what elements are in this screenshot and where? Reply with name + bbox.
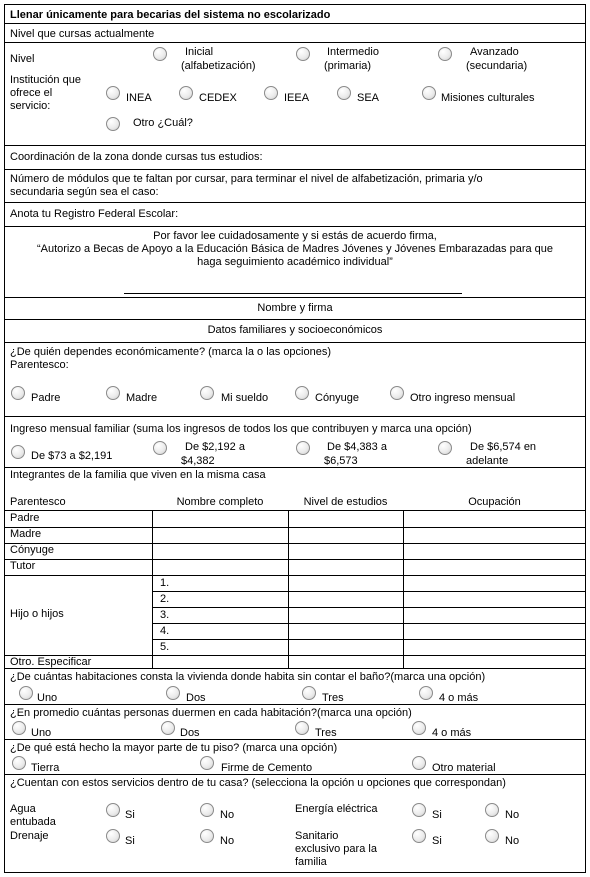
table-row: Padre xyxy=(10,512,40,524)
option-label: De $4,383 a xyxy=(327,441,387,453)
option-label: No xyxy=(505,835,520,847)
service-label: Energía eléctrica xyxy=(295,803,378,815)
rule xyxy=(4,510,586,511)
radio-drainage-yes[interactable] xyxy=(106,829,120,843)
dependency-question: ¿De quién dependes económicamente? (marca la o las opciones) xyxy=(10,346,332,358)
service-label: exclusivo para la xyxy=(295,843,377,855)
institution-label: servicio: xyxy=(10,100,51,112)
rule xyxy=(4,297,586,298)
radio-level-initial[interactable] xyxy=(153,47,167,61)
service-label: Drenaje xyxy=(10,830,49,842)
table-column-rule xyxy=(288,510,289,668)
option-label: De $6,574 en xyxy=(470,441,537,453)
option-label: Padre xyxy=(31,392,61,404)
column-header: Parentesco xyxy=(10,496,66,508)
modules-field-line2: secundaria según sea el caso: xyxy=(10,186,159,198)
radio-water-yes[interactable] xyxy=(106,803,120,817)
rule xyxy=(4,527,586,528)
option-label: Inicial xyxy=(185,46,214,58)
table-column-rule xyxy=(403,510,404,668)
radio-misiones[interactable] xyxy=(422,86,436,100)
table-column-rule xyxy=(152,510,153,668)
radio-rooms-3[interactable] xyxy=(302,686,316,700)
option-label: Mi sueldo xyxy=(221,392,269,404)
option-label: Avanzado xyxy=(470,46,519,58)
option-label: (alfabetización) xyxy=(181,60,256,72)
rule xyxy=(4,739,586,740)
table-row: Madre xyxy=(10,528,42,540)
signature-label: Nombre y firma xyxy=(257,302,333,314)
radio-dep-madre[interactable] xyxy=(106,386,120,400)
option-label: Madre xyxy=(126,392,158,404)
option-label: No xyxy=(220,809,235,821)
table-row: Cónyuge xyxy=(10,544,55,556)
children-label: Hijo o hijos xyxy=(10,608,64,620)
radio-income-4[interactable] xyxy=(438,441,452,455)
option-label: $6,573 xyxy=(324,455,358,467)
option-label: Misiones culturales xyxy=(441,92,535,104)
radio-sanitary-no[interactable] xyxy=(485,829,499,843)
radio-level-intermediate[interactable] xyxy=(296,47,310,61)
rule xyxy=(4,169,586,170)
child-row: 2. xyxy=(160,593,170,605)
radio-floor-otro[interactable] xyxy=(412,756,426,770)
option-label: adelante xyxy=(466,455,509,467)
service-label: Sanitario xyxy=(295,830,339,842)
option-label: Cónyuge xyxy=(315,392,360,404)
rule xyxy=(4,416,586,417)
consent-line: “Autorizo a Becas de Apoyo a la Educación Básica de Madres Jóvenes y Jóvenes Embarazadas para que xyxy=(36,243,554,255)
signature-line[interactable] xyxy=(124,293,462,294)
radio-other-institution[interactable] xyxy=(106,117,120,131)
radio-floor-cemento[interactable] xyxy=(200,756,214,770)
relationship-label: Parentesco: xyxy=(10,359,69,371)
rule xyxy=(4,543,586,544)
radio-sea[interactable] xyxy=(337,86,351,100)
level-heading: Nivel que cursas actualmente xyxy=(10,28,155,40)
radio-sleep-4[interactable] xyxy=(412,721,426,735)
radio-floor-tierra[interactable] xyxy=(12,756,26,770)
option-label: Dos xyxy=(180,727,200,739)
radio-dep-conyuge[interactable] xyxy=(295,386,309,400)
institution-label: Institución que xyxy=(10,74,81,86)
radio-rooms-1[interactable] xyxy=(19,686,33,700)
table-row: Otro. Especificar xyxy=(10,656,92,668)
child-row: 3. xyxy=(160,609,170,621)
service-label: entubada xyxy=(10,816,56,828)
rule xyxy=(152,623,586,624)
option-label: SEA xyxy=(357,92,380,104)
option-label: Si xyxy=(432,835,442,847)
option-label: De $2,192 a xyxy=(185,441,245,453)
option-label: Tres xyxy=(315,727,337,739)
option-label: Si xyxy=(125,809,135,821)
radio-drainage-no[interactable] xyxy=(200,829,214,843)
option-label: Intermedio xyxy=(327,46,379,58)
child-row: 4. xyxy=(160,625,170,637)
rule xyxy=(4,226,586,227)
members-title: Integrantes de la familia que viven en la misma casa xyxy=(10,469,266,481)
family-section-title: Datos familiares y socioeconómicos xyxy=(207,324,383,336)
radio-sanitary-yes[interactable] xyxy=(412,829,426,843)
modules-field[interactable]: Número de módulos que te faltan por cursar, para terminar el nivel de alfabetización, primaria y/o xyxy=(10,173,483,185)
form-title: Llenar únicamente para becarias del sistema no escolarizado xyxy=(10,9,331,21)
rule xyxy=(4,559,586,560)
option-label: Si xyxy=(432,809,442,821)
radio-income-2[interactable] xyxy=(153,441,167,455)
option-label: Uno xyxy=(31,727,52,739)
service-label: Agua xyxy=(10,803,36,815)
radio-cedex[interactable] xyxy=(179,86,193,100)
option-label: Dos xyxy=(186,692,206,704)
services-question: ¿Cuentan con estos servicios dentro de tu casa? (selecciona la opción u opciones que correspondan) xyxy=(10,777,506,789)
option-label: CEDEX xyxy=(199,92,237,104)
option-label: Otro ingreso mensual xyxy=(410,392,516,404)
rule xyxy=(4,319,586,320)
option-label: Firme de Cemento xyxy=(221,762,313,774)
column-header: Ocupación xyxy=(468,496,521,508)
rule xyxy=(152,639,586,640)
radio-level-advanced[interactable] xyxy=(438,47,452,61)
radio-dep-padre[interactable] xyxy=(11,386,25,400)
rule xyxy=(4,704,586,705)
radio-water-no[interactable] xyxy=(200,803,214,817)
radio-ieea[interactable] xyxy=(264,86,278,100)
radio-electricity-no[interactable] xyxy=(485,803,499,817)
service-label: familia xyxy=(295,856,327,868)
radio-sleep-2[interactable] xyxy=(161,721,175,735)
option-label: INEA xyxy=(126,92,152,104)
rule xyxy=(4,42,586,43)
institution-label: ofrece el xyxy=(10,87,53,99)
income-question: Ingreso mensual familiar (suma los ingresos de todos los que contribuyen y marca una opción) xyxy=(10,423,472,435)
option-label: No xyxy=(505,809,520,821)
level-label: Nivel xyxy=(10,53,35,65)
option-label: Si xyxy=(125,835,135,847)
option-label: (secundaria) xyxy=(466,60,528,72)
radio-sleep-1[interactable] xyxy=(12,721,26,735)
option-label: Uno xyxy=(37,692,58,704)
rule xyxy=(152,591,586,592)
column-header: Nivel de estudios xyxy=(303,496,388,508)
rule xyxy=(4,145,586,146)
sleep-question: ¿En promedio cuántas personas duermen en cada habitación?(marca una opción) xyxy=(10,707,412,719)
consent-line: Por favor lee cuidadosamente y si estás de acuerdo firma, xyxy=(153,230,437,242)
option-label: Otro ¿Cuál? xyxy=(133,117,193,129)
option-label: Tierra xyxy=(31,762,60,774)
rule xyxy=(4,575,586,576)
consent-line: haga seguimiento académico individual” xyxy=(197,256,393,268)
floor-question: ¿De qué está hecho la mayor parte de tu piso? (marca una opción) xyxy=(10,742,338,754)
option-label: 4 o más xyxy=(439,692,479,704)
column-header: Nombre completo xyxy=(176,496,264,508)
rule xyxy=(152,607,586,608)
coordination-field[interactable]: Coordinación de la zona donde cursas tus estudios: xyxy=(10,151,263,163)
radio-sleep-3[interactable] xyxy=(295,721,309,735)
rule xyxy=(4,23,586,24)
option-label: 4 o más xyxy=(432,727,472,739)
option-label: Tres xyxy=(322,692,344,704)
option-label: Otro material xyxy=(432,762,496,774)
option-label: IEEA xyxy=(284,92,310,104)
radio-inea[interactable] xyxy=(106,86,120,100)
option-label: No xyxy=(220,835,235,847)
radio-income-1[interactable] xyxy=(11,445,25,459)
radio-rooms-4[interactable] xyxy=(419,686,433,700)
radio-dep-sueldo[interactable] xyxy=(200,386,214,400)
radio-electricity-yes[interactable] xyxy=(412,803,426,817)
table-row: Tutor xyxy=(10,560,36,572)
child-row: 5. xyxy=(160,641,170,653)
option-label: $4,382 xyxy=(181,455,215,467)
rfc-field[interactable]: Anota tu Registro Federal Escolar: xyxy=(10,208,179,220)
option-label: De $73 a $2,191 xyxy=(31,450,113,462)
option-label: (primaria) xyxy=(324,60,372,72)
radio-dep-otro[interactable] xyxy=(390,386,404,400)
rooms-question: ¿De cuántas habitaciones consta la vivienda donde habita sin contar el baño?(marca una opción) xyxy=(10,671,486,683)
child-row: 1. xyxy=(160,577,170,589)
radio-rooms-2[interactable] xyxy=(166,686,180,700)
radio-income-3[interactable] xyxy=(296,441,310,455)
rule xyxy=(4,202,586,203)
rule xyxy=(4,342,586,343)
